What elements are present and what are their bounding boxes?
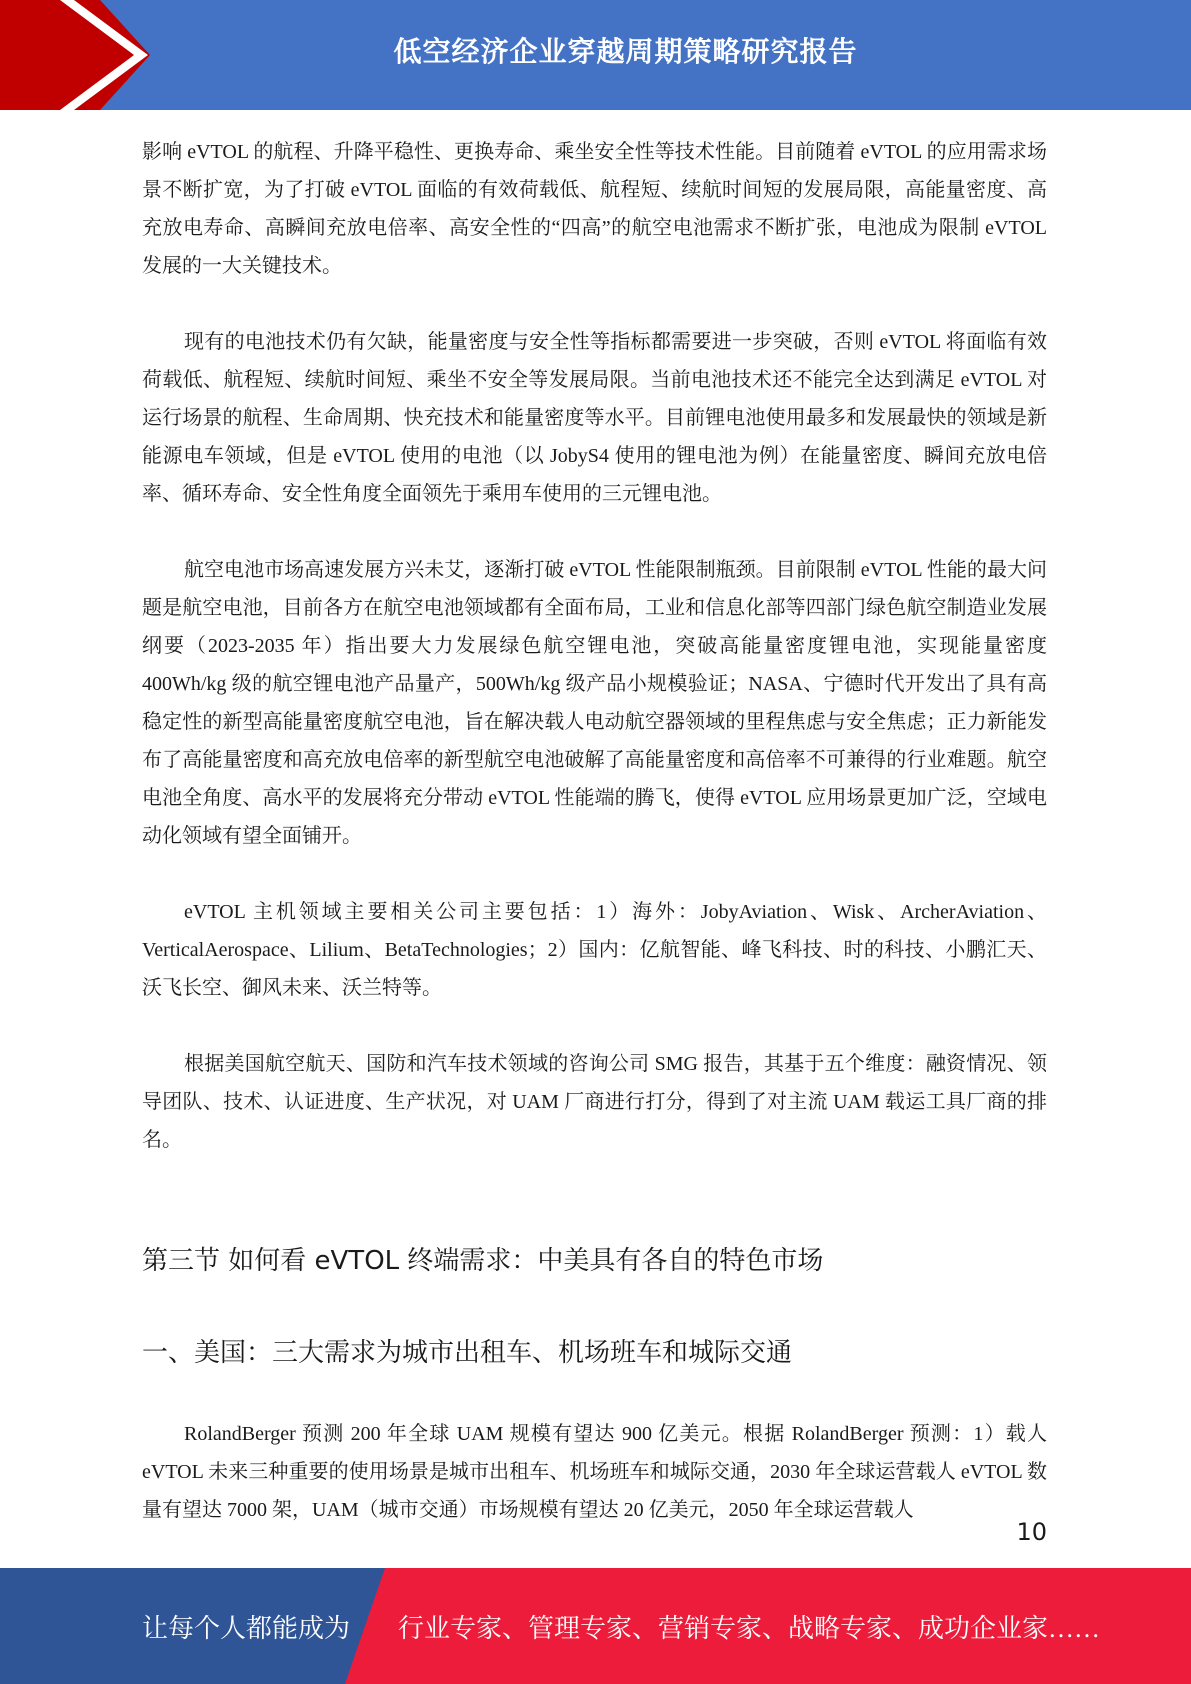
page-footer	[0, 1568, 1191, 1684]
body-paragraph-1: 影响 eVTOL 的航程、升降平稳性、更换寿命、乘坐安全性等技术性能。目前随着 eVTOL 的应用需求场景不断扩宽，为了打破 eVTOL 面临的有效荷载低、航程短、续航时间短的发展局限，高能量密度、高充放电寿命、高瞬间充放电倍率、高安全性的“四高”的航空电池需求不断扩张，电池成为限制 eVTOL 发展的一大关键技术。	[142, 141, 1047, 277]
sub-heading: 一、美国：三大需求为城市出租车、机场班车和城际交通	[142, 1338, 793, 1368]
page-body	[142, 133, 1047, 1529]
body-paragraph-4: eVTOL 主机领域主要相关公司主要包括：1）海外：JobyAviation、Wisk、ArcherAviation、VerticalAerospace、Lilium、BetaTechnologies；2）国内：亿航智能、峰飞科技、时的科技、小鹏汇天、沃飞长空、御风未来、沃兰特等。	[142, 901, 1047, 999]
body-paragraph-3: 航空电池市场高速发展方兴未艾，逐渐打破 eVTOL 性能限制瓶颈。目前限制 eVTOL 性能的最大问题是航空电池，目前各方在航空电池领域都有全面布局，工业和信息化部等四部门绿色航空制造业发展纲要（2023-2035 年）指出要大力发展绿色航空锂电池，突破高能量密度锂电池，实现能量密度 400Wh/kg 级的航空锂电池产品量产，500Wh/kg 级产品小规模验证；NASA、宁德时代开发出了具有高稳定性的新型高能量密度航空电池，旨在解决载人电动航空器领域的里程焦虑与安全焦虑；正力新能发布了高能量密度和高充放电倍率的新型航空电池破解了高能量密度和高倍率不可兼得的行业难题。航空电池全角度、高水平的发展将充分带动 eVTOL 性能端的腾飞，使得 eVTOL 应用场景更加广泛，空域电动化领域有望全面铺开。	[142, 559, 1047, 847]
body-paragraph-2: 现有的电池技术仍有欠缺，能量密度与安全性等指标都需要进一步突破，否则 eVTOL 将面临有效荷载低、航程短、续航时间短、乘坐不安全等发展局限。当前电池技术还不能完全达到满足 eVTOL 对运行场景的航程、生命周期、快充技术和能量密度等水平。目前锂电池使用最多和发展最快的领域是新能源电车领域，但是 eVTOL 使用的电池（以 JobyS4 使用的锂电池为例）在能量密度、瞬间充放电倍率、循环寿命、安全性角度全面领先于乘用车使用的三元锂电池。	[142, 331, 1047, 505]
report-title: 低空经济企业穿越周期策略研究报告	[393, 35, 858, 68]
footer-slogan-right: 行业专家、管理专家、营销专家、战略专家、成功企业家……	[398, 1614, 1101, 1643]
page-header	[0, 0, 1191, 110]
body-paragraph-5: 根据美国航空航天、国防和汽车技术领域的咨询公司 SMG 报告，其基于五个维度：融资情况、领导团队、技术、认证进度、生产状况，对 UAM 厂商进行打分，得到了对主流 UAM 载运工具厂商的排名。	[142, 1053, 1047, 1151]
body-paragraph-6: RolandBerger 预测 200 年全球 UAM 规模有望达 900 亿美元。根据 RolandBerger 预测：1）载人 eVTOL 未来三种重要的使用场景是城市出租车、机场班车和城际交通，2030 年全球运营载人 eVTOL 数量有望达 7000 架，UAM（城市交通）市场规模有望达 20 亿美元，2050 年全球运营载人	[142, 1423, 1047, 1521]
page-number: 10	[1016, 1518, 1047, 1546]
section-heading: 第三节 如何看 eVTOL 终端需求：中美具有各自的特色市场	[142, 1246, 824, 1276]
footer-slogan-left: 让每个人都能成为	[142, 1614, 351, 1643]
